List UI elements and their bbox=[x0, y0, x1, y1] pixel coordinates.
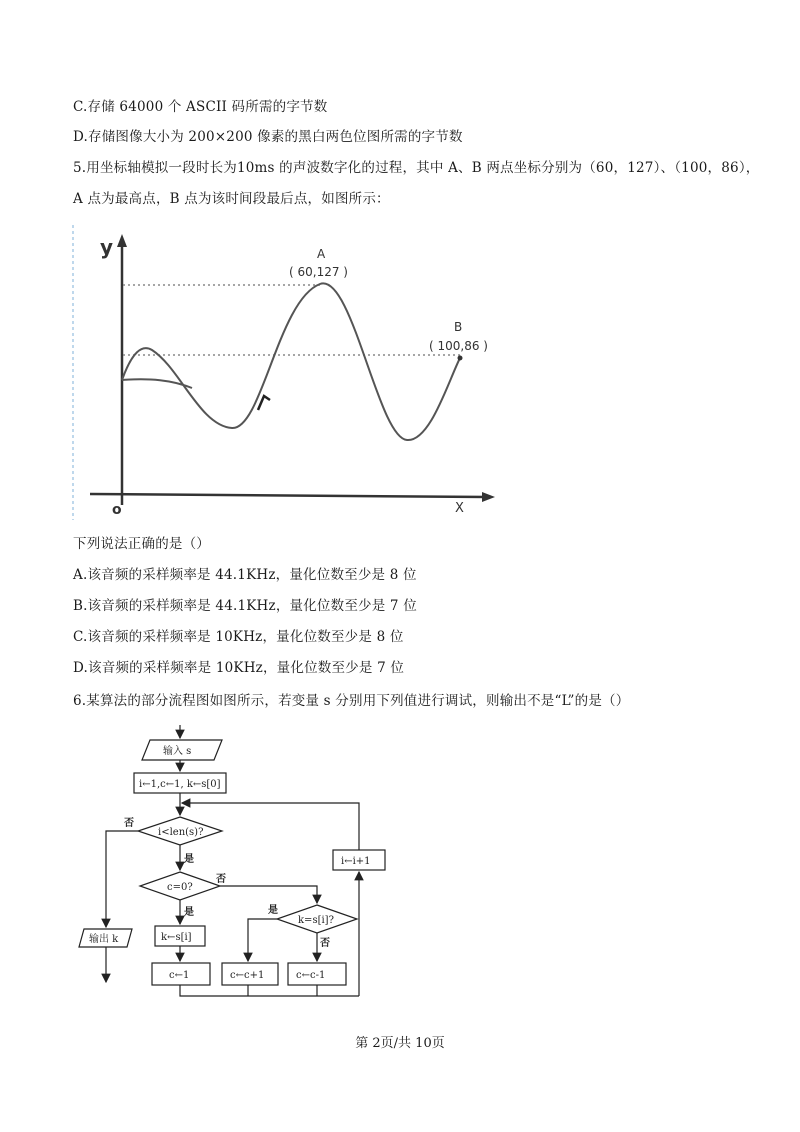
k-condition-text: k=s[i]? bbox=[298, 915, 334, 926]
waveform-figure bbox=[66, 222, 506, 527]
pen-mark bbox=[258, 396, 270, 410]
point-b-label: B bbox=[454, 320, 463, 334]
k-yes-label: 是 bbox=[268, 905, 278, 916]
option-d: D.该音频的采样频率是 10KHz，量化位数至少是 7 位 bbox=[73, 660, 405, 676]
question-6-stem: 6.某算法的部分流程图如图所示，若变量 s 分别用下列值进行调试，则输出不是“L”的是（） bbox=[73, 693, 630, 709]
option-b: B.该音频的采样频率是 44.1KHz，量化位数至少是 7 位 bbox=[73, 598, 417, 614]
input-text: 输入 s bbox=[163, 746, 192, 757]
loop-condition-text: i<len(s)? bbox=[158, 827, 204, 838]
point-a-coords: ( 60,127 ) bbox=[289, 265, 348, 279]
question-5-prompt: 下列说法正确的是（） bbox=[73, 536, 210, 552]
loop-no-label: 否 bbox=[124, 818, 134, 829]
dec-c-text: c←c-1 bbox=[296, 970, 326, 981]
output-text: 输出 k bbox=[89, 934, 119, 945]
flowchart-figure bbox=[70, 722, 410, 1012]
k-no-label: 否 bbox=[320, 938, 330, 949]
assign-k-text: k←s[i] bbox=[161, 932, 192, 943]
option-c-prev: C.存储 64000 个 ASCII 码所需的字节数 bbox=[73, 99, 328, 115]
point-b-marker bbox=[458, 356, 463, 361]
x-axis-label: X bbox=[455, 501, 464, 516]
y-axis-label: y bbox=[100, 235, 114, 259]
c-condition-text: c=0? bbox=[167, 882, 193, 893]
c-yes-label: 是 bbox=[184, 907, 194, 918]
x-axis-arrow bbox=[482, 492, 495, 502]
inc-c-text: c←c+1 bbox=[230, 970, 265, 981]
sound-wave-curve bbox=[122, 283, 463, 440]
option-d-prev: D.存储图像大小为 200×200 像素的黑白两色位图所需的字节数 bbox=[73, 129, 463, 145]
assign-c1-text: c←1 bbox=[169, 970, 190, 981]
page-footer: 第 2页/共 10页 bbox=[355, 1036, 445, 1051]
point-b-coords: ( 100,86 ) bbox=[429, 339, 488, 353]
loop-yes-label: 是 bbox=[184, 854, 194, 865]
flat-line-segment bbox=[122, 379, 192, 388]
y-axis-arrow bbox=[117, 234, 127, 247]
question-5-stem: 5.用坐标轴模拟一段时长为10ms 的声波数字化的过程，其中 A、B 两点坐标分别为（60，127）、（100，86）， bbox=[73, 160, 760, 176]
inc-i-text: i←i+1 bbox=[341, 856, 371, 867]
init-text: i←1,c←1, k←s[0] bbox=[139, 779, 221, 790]
question-5-stem-cont: A 点为最高点，B 点为该时间段最后点，如图所示： bbox=[73, 191, 390, 207]
option-c: C.该音频的采样频率是 10KHz，量化位数至少是 8 位 bbox=[73, 629, 404, 645]
x-axis bbox=[90, 494, 488, 497]
point-a-label: A bbox=[317, 247, 326, 261]
origin-label: o bbox=[112, 502, 122, 518]
c-no-label: 否 bbox=[216, 874, 226, 885]
option-a: A.该音频的采样频率是 44.1KHz，量化位数至少是 8 位 bbox=[73, 567, 417, 583]
